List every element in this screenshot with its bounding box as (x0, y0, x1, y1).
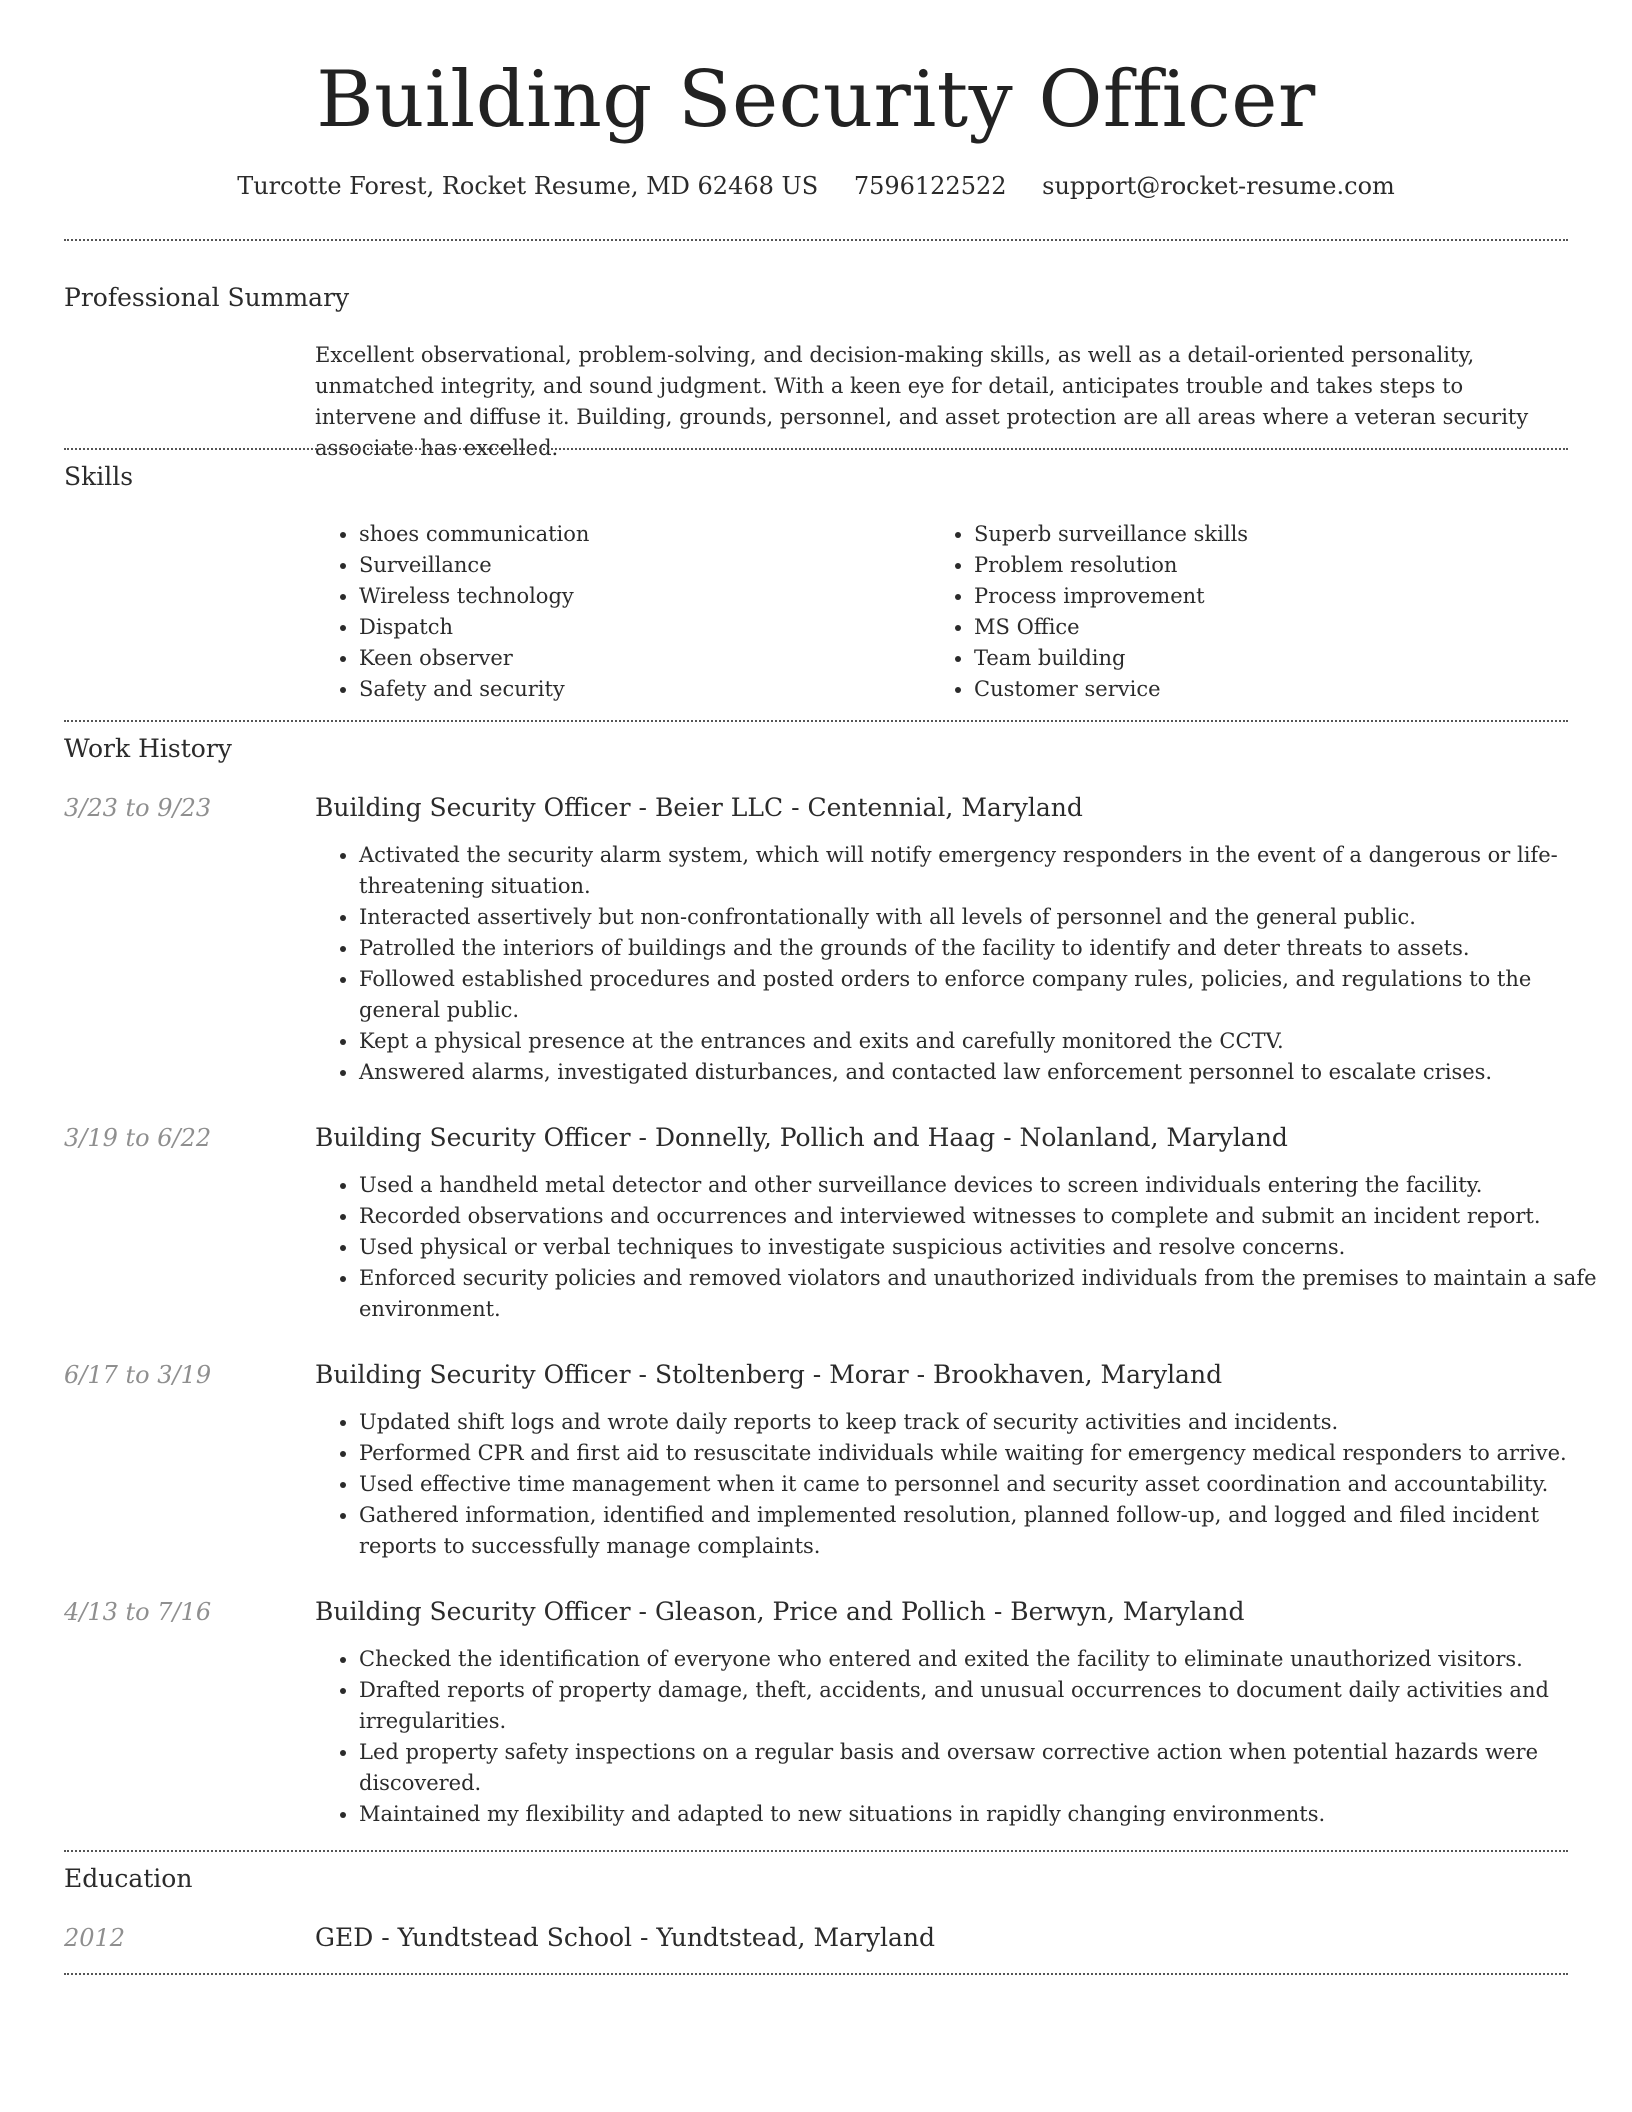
divider (64, 1850, 1568, 1852)
skill-item: • Team building (974, 643, 1248, 674)
section-title-skills: Skills (64, 462, 134, 491)
job-bullets (315, 1644, 1609, 1830)
skill-item: • Process improvement (974, 581, 1248, 612)
skill-item: • Superb surveillance skills (974, 519, 1248, 550)
section-title-summary: Professional Summary (64, 283, 350, 312)
job-bullet: • Updated shift logs and wrote daily reports to keep track of security activities and incidents. (359, 1407, 1609, 1438)
divider (64, 239, 1568, 241)
job-dates: 4/13 to 7/16 (64, 1598, 212, 1626)
job-title: Building Security Officer - Donnelly, Pollich and Haag - Nolanland, Maryland (315, 1123, 1288, 1152)
job-bullet: • Gathered information, identified and implemented resolution, planned follow-up, and logged and filed incident reports to successfully manage complaints. (359, 1500, 1609, 1562)
job-bullet: • Performed CPR and first aid to resuscitate individuals while waiting for emergency medical responders to arrive. (359, 1438, 1609, 1469)
skill-item: • Safety and security (359, 674, 589, 705)
job-bullets (315, 840, 1609, 1088)
job-dates: 3/23 to 9/23 (64, 794, 212, 822)
skill-item: • Customer service (974, 674, 1248, 705)
address: Turcotte Forest, Rocket Resume, MD 62468 US (237, 172, 819, 200)
education-year: 2012 (64, 1924, 126, 1952)
job-bullet: • Used effective time management when it came to personnel and security asset coordination and accountability. (359, 1469, 1609, 1500)
divider (64, 448, 1568, 450)
job-title: Building Security Officer - Gleason, Price and Pollich - Berwyn, Maryland (315, 1597, 1245, 1626)
job-bullet: • Led property safety inspections on a regular basis and oversaw corrective action when potential hazards were discovered. (359, 1737, 1609, 1799)
skill-item: • Dispatch (359, 612, 589, 643)
job-dates: 6/17 to 3/19 (64, 1361, 212, 1389)
job-bullet: • Used physical or verbal techniques to investigate suspicious activities and resolve concerns. (359, 1232, 1609, 1263)
job-bullet: • Kept a physical presence at the entrances and exits and carefully monitored the CCTV. (359, 1026, 1609, 1057)
skill-item: • Wireless technology (359, 581, 589, 612)
job-bullet: • Interacted assertively but non-confrontationally with all levels of personnel and the general public. (359, 902, 1609, 933)
divider (64, 720, 1568, 722)
job-bullets (315, 1407, 1609, 1562)
contact-line (64, 170, 1568, 202)
skills-column-1 (315, 519, 589, 705)
summary-text: Excellent observational, problem-solving, and decision-making skills, as well as a detail-oriented personality, unmatched integrity, and sound judgment. With a keen eye for detail, anticipates trouble and takes steps to intervene and diffuse it. Building, grounds, personnel, and asset protection are all areas where a veteran security associate has excelled. (315, 343, 1529, 460)
job-bullet: • Activated the security alarm system, which will notify emergency responders in the event of a dangerous or life-threatening situation. (359, 840, 1609, 902)
job-bullet: • Recorded observations and occurrences and interviewed witnesses to complete and submit an incident report. (359, 1201, 1609, 1232)
job-bullets (315, 1170, 1609, 1325)
skill-item: • Surveillance (359, 550, 589, 581)
job-title: Building Security Officer - Stoltenberg - Morar - Brookhaven, Maryland (315, 1360, 1223, 1389)
skill-item: • Keen observer (359, 643, 589, 674)
education-entry: GED - Yundtstead School - Yundtstead, Maryland (315, 1923, 936, 1952)
job-dates: 3/19 to 6/22 (64, 1124, 212, 1152)
skill-item: • MS Office (974, 612, 1248, 643)
section-title-education: Education (64, 1864, 193, 1893)
job-bullet: • Answered alarms, investigated disturbances, and contacted law enforcement personnel to escalate crises. (359, 1057, 1609, 1088)
candidate-name: Building Security Officer (316, 55, 1316, 145)
job-bullet: • Checked the identification of everyone who entered and exited the facility to eliminate unauthorized visitors. (359, 1644, 1609, 1675)
divider (64, 1973, 1568, 1975)
job-bullet: • Used a handheld metal detector and other surveillance devices to screen individuals entering the facility. (359, 1170, 1609, 1201)
job-bullet: • Enforced security policies and removed violators and unauthorized individuals from the premises to maintain a safe environment. (359, 1263, 1609, 1325)
job-bullet: • Maintained my flexibility and adapted to new situations in rapidly changing environments. (359, 1799, 1609, 1830)
skill-item: • Problem resolution (974, 550, 1248, 581)
section-title-work-history: Work History (64, 734, 232, 763)
phone: 7596122522 (853, 172, 1007, 200)
job-title: Building Security Officer - Beier LLC - Centennial, Maryland (315, 793, 1083, 822)
email[interactable]: support@rocket-resume.com (1042, 172, 1395, 200)
job-bullet: • Drafted reports of property damage, theft, accidents, and unusual occurrences to document daily activities and irregularities. (359, 1675, 1609, 1737)
job-bullet: • Patrolled the interiors of buildings and the grounds of the facility to identify and deter threats to assets. (359, 933, 1609, 964)
job-bullet: • Followed established procedures and posted orders to enforce company rules, policies, and regulations to the general public. (359, 964, 1609, 1026)
skills-column-2 (930, 519, 1248, 705)
skill-item: • shoes communication (359, 519, 589, 550)
